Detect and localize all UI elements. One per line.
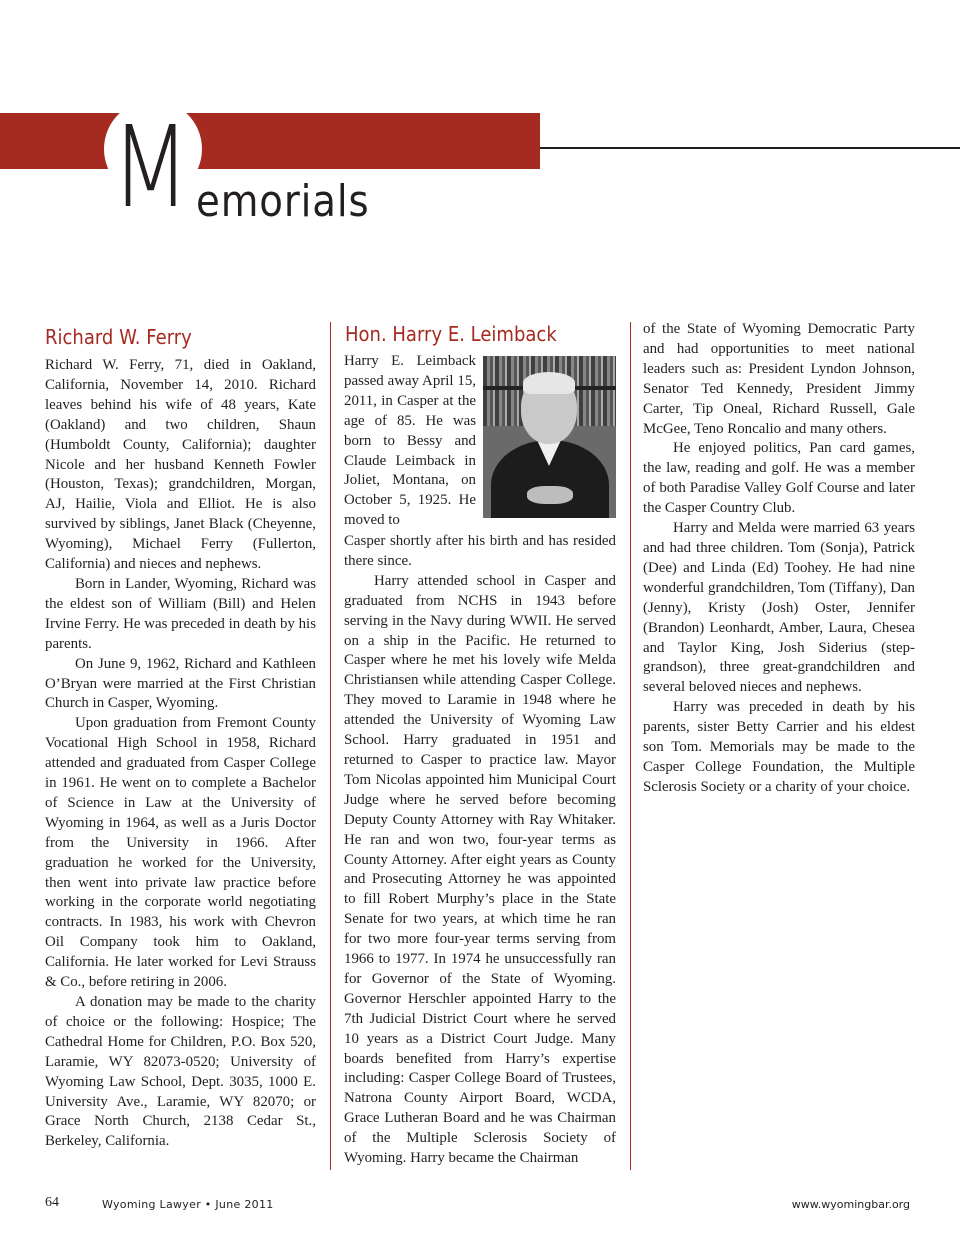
- portrait-photo: [483, 356, 616, 518]
- title-initial: M: [111, 103, 187, 233]
- paragraph: Harry attended school in Casper and graduated from NCHS in 1943 before serving in the Navy during WWII. He served on a ship in the Pacific. He returned to Casper where he met his lovely wife Melda Christiansen while attending Casper College. They moved to Laramie in 1948 where he attended the University of Wyoming Law School. Harry graduated in 1951 and returned to Casper to practice law. Mayor Tom Nicolas appointed him Municipal Court Judge where he served before becoming Deputy County Attorney with Ray Whitaker. He ran and won two, four-year terms as County Attorney. After eight years as County and Prosecuting Attorney he was appointed to fill Robert Murphy’s place in the State Senate for two years, at which time he ran for two more four-year terms serving from 1966 to 1977. In 1974 he unsuccessfully ran for Governor of the State of Wyoming. Governor Herschler appointed Harry to the 7th Judicial District Court where he served 10 years as a District Court Judge. Many boards benefited from Harry’s expertise including: Casper College Board of Trustees, Natrona County Airport Board, WCDA, Grace Lutheran Board and he was Chairman of the Multiple Sclerosis Society of Wyoming. Harry became the Chairman: [344, 572, 616, 1167]
- column-divider: [330, 322, 331, 1170]
- paragraph: On June 9, 1962, Richard and Kathleen O’Bryan were married at the First Christian Church in Casper, Wyoming.: [45, 655, 316, 712]
- article-heading-ferry: Richard W. Ferry: [45, 325, 192, 349]
- paragraph: Richard W. Ferry, 71, died in Oakland, California, November 14, 2010. Richard leaves behind his wife of 48 years, Kate (Oakland) and two children, Shaun (Humboldt County, California); daughter Nicole and her husband Kenneth Fowler (Houston, Texas); grandchildren, Morgan, AJ, Hailie, Viola and Elliot. He is also survived by siblings, Janet Black (Cheyenne, Wyoming), Michael Ferry (Fullerton, California) and nieces and nephews.: [45, 357, 316, 573]
- header-band: [0, 113, 540, 169]
- paragraph: Harry was preceded in death by his parents, sister Betty Carrier and his eldest son Tom. Memorials may be made to the Casper College Foundation, the Multiple Sclerosis Society or a charity of your choice.: [643, 699, 915, 795]
- paragraph: Harry and Melda were married 63 years and had three children. Tom (Sonja), Patrick (Dee) and Linda (Ed) Toohey. He had nine wonderful grandchildren, Tom (Tiffany), Dan (Jenny), Kristy (Josh) Oster, Jennifer (Brandon) Leonhardt, Amber, Laura, Chesea and Taylor King, Josh Siderius (step-grandson), three great-grandchildren and several beloved nieces and nephews.: [643, 520, 915, 696]
- column-divider: [630, 322, 631, 1170]
- header-rule: [540, 147, 960, 149]
- publication-name: Wyoming Lawyer • June 2011: [102, 1198, 274, 1211]
- paragraph: Casper shortly after his birth and has resided there since.: [344, 533, 616, 569]
- paragraph: A donation may be made to the charity of choice or the following: Hospice; The Cathedral Home for Children, P.O. Box 520, Laramie, WY 82073-0520; University of Wyoming Law School, Dept. 3035, 1000 E. University Ave., Laramie, WY 82070; or Grace North Church, 2138 Cedar St., Berkeley, California.: [45, 994, 316, 1150]
- hair-shape: [523, 372, 575, 394]
- article-body-leimback-continued: [643, 320, 915, 798]
- page-title: emorials: [196, 176, 370, 227]
- article-body-ferry: [45, 356, 316, 1152]
- paragraph: Upon graduation from Fremont County Vocational High School in 1958, Richard attended and graduated from Casper College in 1961. He went on to complete a Bachelor of Science in Law at the University of Wyoming in 1964, as well as a Juris Doctor from the University in 1966. After graduation he worked for the University, then went into private law practice before working in the corporate world negotiating contracts. In 1983, his work with Chevron Oil Company took him to Oakland, California. He later worked for Levi Strauss & Co., before retiring in 2006.: [45, 715, 316, 991]
- paragraph: He enjoyed politics, Pan card games, the law, reading and golf. He was a member of both Paradise Valley Golf Course and later the Casper Country Club.: [643, 440, 915, 517]
- paragraph: Born in Lander, Wyoming, Richard was the eldest son of William (Bill) and Helen Irvine Ferry. He was preceded in death by his parents.: [45, 575, 316, 652]
- article-body-leimback: [344, 532, 616, 1169]
- footer-url[interactable]: www.wyomingbar.org: [791, 1198, 910, 1211]
- page-number: 64: [45, 1195, 59, 1210]
- article-heading-leimback: Hon. Harry E. Leimback: [345, 322, 557, 346]
- article-intro-leimback: Harry E. Leimback passed away April 15, 2011, in Casper at the age of 85. He was born to Bessy and Claude Leimback in Joliet, Montana, on October 5, 1925. He moved to: [344, 353, 476, 529]
- paragraph: of the State of Wyoming Democratic Party and had opportunities to meet national leaders such as: President Lyndon Johnson, Senator Ted Kennedy, President Jimmy Carter, Tip Oneal, Richard Russell, Gale McGee, Teno Roncalio and many others.: [643, 321, 915, 437]
- hands-shape: [527, 486, 573, 504]
